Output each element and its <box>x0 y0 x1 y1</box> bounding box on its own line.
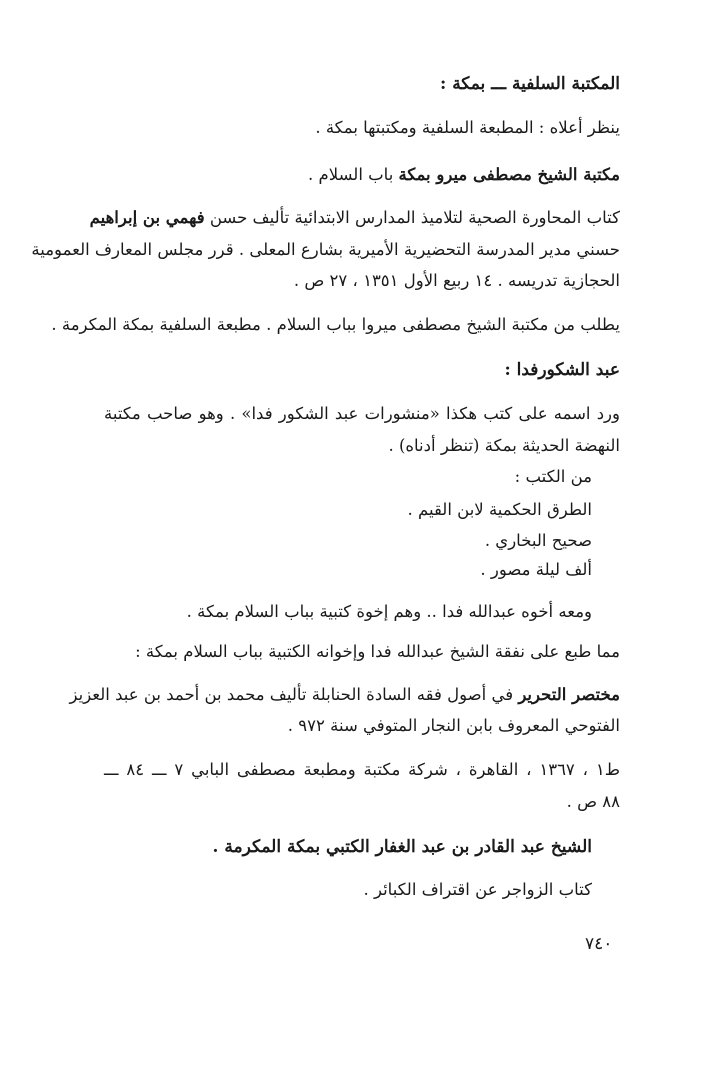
text-line: ومعه أخوه عبدالله فدا .. وهم إخوة كتبية بباب السلام بمكة . <box>186 602 592 621</box>
text-line <box>69 683 620 707</box>
text-line: الحجازية تدريسه . ١٤ ربيع الأول ١٣٥١ ، ٢٧ ص . <box>293 271 620 290</box>
author-name: فهمي بن إبراهيم <box>89 208 205 227</box>
heading-rest: باب السلام . <box>308 165 399 184</box>
page-number: ٧٤٠ <box>585 934 613 954</box>
text-line: يطلب من مكتبة الشيخ مصطفى ميروا بباب السلام . مطبعة السلفية بمكة المكرمة . <box>51 315 620 334</box>
text-part: كتاب المحاورة الصحية لتلاميذ المدارس الابتدائية تأليف حسن <box>204 208 620 227</box>
text-line: مما طبع على نفقة الشيخ عبدالله فدا وإخوانه الكتبية بباب السلام بمكة : <box>135 642 620 661</box>
text-line: حسني مدير المدرسة التحضيرية الأميرية بشارع المعلى . قرر مجلس المعارف العمومية <box>31 240 620 259</box>
text-line <box>89 206 620 230</box>
text-line: ينظر أعلاه : المطبعة السلفية ومكتبتها بمكة . <box>315 118 620 137</box>
heading-salafiya: المكتبة السلفية ـــ بمكة : <box>440 74 620 94</box>
text-line: ٨٨ ص . <box>566 792 620 811</box>
heading-fida: عبد الشكورفدا : <box>504 360 620 380</box>
books-label: من الكتب : <box>514 467 592 486</box>
text-line: الفتوحي المعروف بابن النجار المتوفي سنة ٩٧٢ . <box>287 716 620 735</box>
heading-mirou <box>308 163 620 187</box>
text-line: كتاب الزواجر عن اقتراف الكبائر . <box>363 880 592 899</box>
heading-kutubi: الشيخ عبد القادر بن عبد الغفار الكتبي بمكة المكرمة . <box>212 837 592 857</box>
list-item: صحيح البخاري . <box>484 531 592 550</box>
text-line: ط١ ، ١٣٦٧ ، القاهرة ، شركة مكتبة ومطبعة مصطفى البابي ٧ ـــ ٨٤ ـــ <box>104 760 620 779</box>
heading-bold: مكتبة الشيخ مصطفى ميرو بمكة <box>398 165 620 184</box>
list-item: الطرق الحكمية لابن القيم . <box>407 500 592 519</box>
book-title: مختصر التحرير <box>518 685 620 704</box>
list-item: ألف ليلة مصور . <box>480 560 592 579</box>
text-part: في أصول فقه السادة الحنابلة تأليف محمد بن أحمد بن عبد العزيز <box>69 685 519 704</box>
text-line: ورد اسمه على كتب هكذا «منشورات عبد الشكور فدا» . وهو صاحب مكتبة <box>104 404 620 423</box>
text-line: النهضة الحديثة بمكة (تنظر أدناه) . <box>388 436 620 455</box>
